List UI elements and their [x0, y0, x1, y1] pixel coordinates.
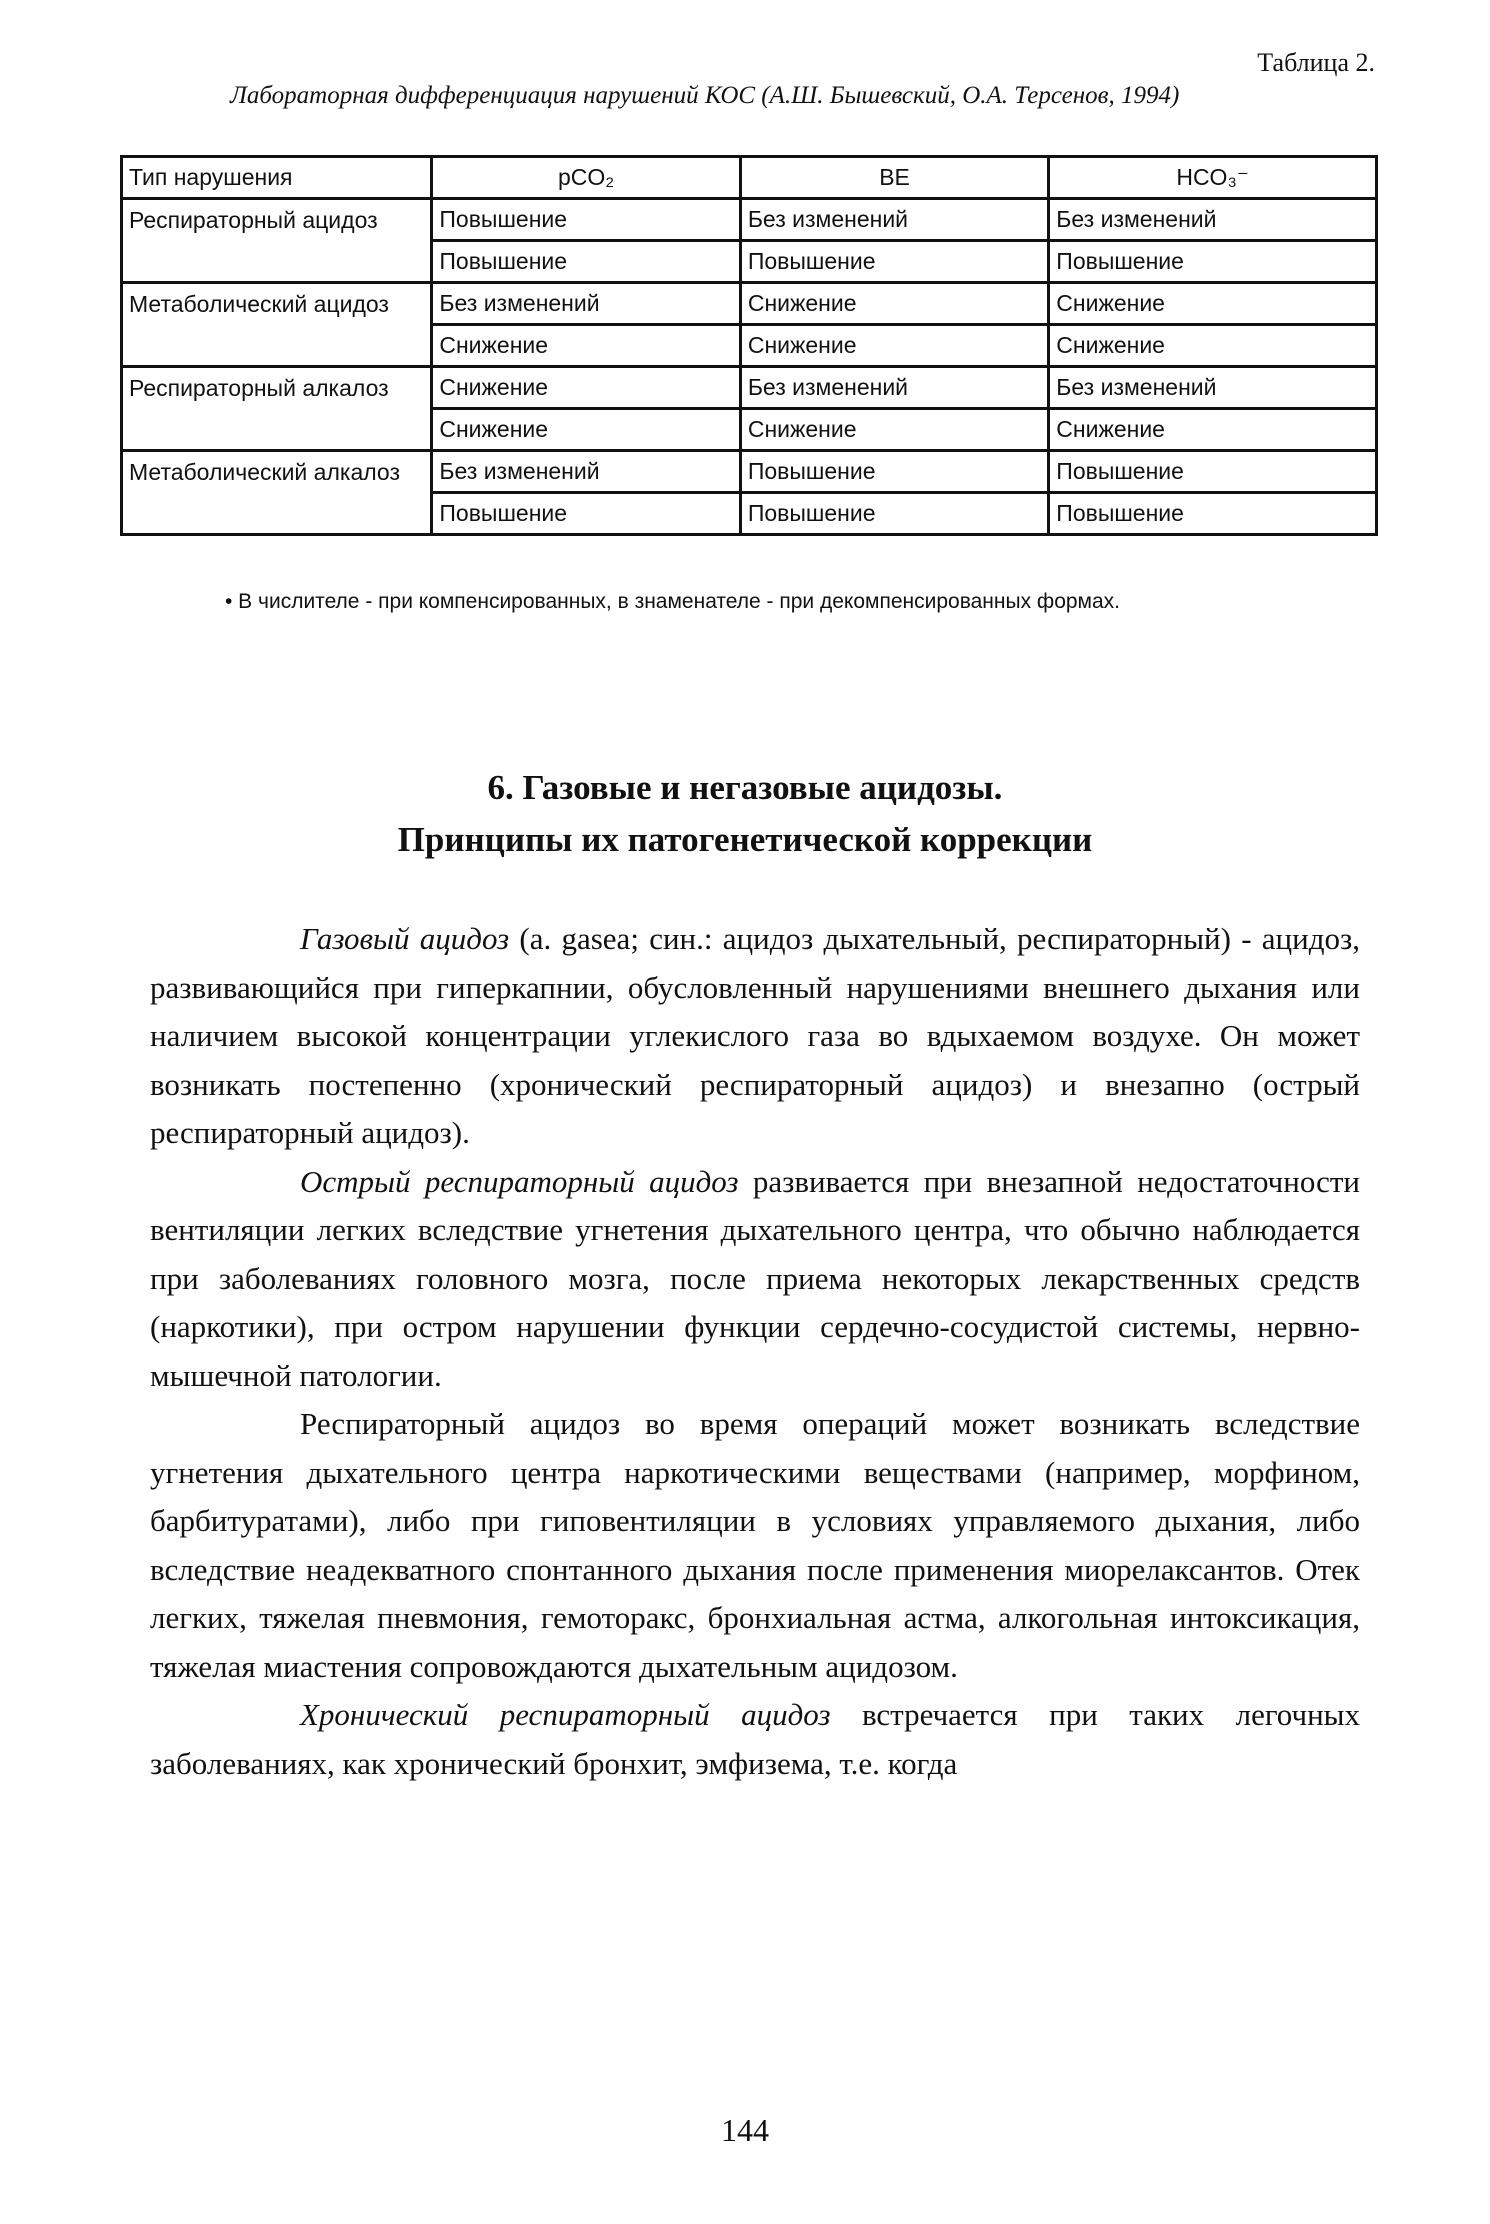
- table-cell: Снижение: [1049, 283, 1377, 325]
- table-cell: Снижение: [432, 409, 740, 451]
- kos-table: [120, 155, 1378, 536]
- row-type-label: Метаболический ацидоз: [122, 283, 432, 367]
- paragraph-lead-term: Газовый ацидоз: [300, 921, 510, 956]
- table-cell: Повышение: [740, 451, 1048, 493]
- table-row: [122, 367, 1377, 409]
- paragraph: [150, 1400, 1360, 1691]
- header-pco2: pCO₂: [432, 157, 740, 199]
- paragraph: [150, 1691, 1360, 1788]
- table-cell: Без изменений: [740, 199, 1048, 241]
- table-cell: Снижение: [1049, 325, 1377, 367]
- paragraph: [150, 1158, 1360, 1401]
- table-cell: Повышение: [432, 493, 740, 535]
- body-text: [150, 915, 1360, 1788]
- table-cell: Повышение: [1049, 493, 1377, 535]
- table-cell: Повышение: [740, 241, 1048, 283]
- table-label: Таблица 2.: [1257, 48, 1375, 77]
- page-number: 144: [721, 2112, 769, 2148]
- paragraph-lead-term: Острый респираторный ацидоз: [300, 1163, 739, 1199]
- header-hco3: HCO₃⁻: [1049, 157, 1377, 199]
- paragraph-text: Респираторный ацидоз во время операций может возникать вследствие угнетения дыхательного центра наркотическими веществами (например, морфином, барбитуратами), либо при гиповентиляции в условиях управляемого дыхания, либо вследствие неадекватного спонтанного дыхания после применения миорелаксантов. Отек легких, тяжелая пневмония, гемоторакс, бронхиальная астма, алкогольная интоксикация, тяжелая миастения сопровождаются дыхательным ацидозом.: [150, 1406, 1360, 1684]
- table-cell: Снижение: [740, 325, 1048, 367]
- table-cell: Повышение: [432, 199, 740, 241]
- header-type: Тип нарушения: [122, 157, 432, 199]
- table-cell: Снижение: [1049, 409, 1377, 451]
- section-heading: [0, 762, 1490, 866]
- table-cell: Снижение: [740, 283, 1048, 325]
- table-cell: Снижение: [740, 409, 1048, 451]
- table-footnote: • В числителе - при компенсированных, в знаменателе - при декомпенсированных формах.: [225, 590, 1121, 613]
- paragraph: [150, 915, 1360, 1158]
- table-caption: Лабораторная дифференциация нарушений КОС (А.Ш. Бышевский, О.А. Терсенов, 1994): [230, 82, 1180, 109]
- table-cell: Снижение: [432, 367, 740, 409]
- section-heading-line: 6. Газовые и негазовые ацидозы.: [487, 768, 1003, 807]
- row-type-label: Респираторный ацидоз: [122, 199, 432, 283]
- table-cell: Без изменений: [1049, 367, 1377, 409]
- table-cell: Без изменений: [432, 451, 740, 493]
- table-cell: Без изменений: [432, 283, 740, 325]
- table-cell: Повышение: [1049, 451, 1377, 493]
- paragraph-text: развивается при внезапной недостаточности вентиляции легких вследствие угнетения дыхательного центра, что обычно наблюдается при заболеваниях головного мозга, после приема некоторых лекарственных средств (наркотики), при остром нарушении функции сердечно-сосудистой системы, нервно-мышечной патологии.: [150, 1163, 1360, 1393]
- table-cell: Повышение: [432, 241, 740, 283]
- table-cell: Снижение: [432, 325, 740, 367]
- paragraph-lead-term: Хронический респираторный ацидоз: [300, 1697, 831, 1732]
- table-row: [122, 451, 1377, 493]
- table-cell: Без изменений: [1049, 199, 1377, 241]
- table-row: [122, 199, 1377, 241]
- paragraph-text: (a. gasea; син.: ацидоз дыхательный, респираторный) - ацидоз, развивающийся при гиперкапнии, обусловленный нарушениями внешнего дыхания или наличием высокой концентрации углекислого газа во вдыхаемом воздухе. Он может возникать постепенно (хронический респираторный ацидоз) и внезапно (острый респираторный ацидоз).: [150, 921, 1360, 1150]
- table-cell: Повышение: [740, 493, 1048, 535]
- paragraph-text: встречается при таких легочных заболеваниях, как хронический бронхит, эмфизема, т.е. когда: [150, 1697, 1361, 1781]
- table-cell: Без изменений: [740, 367, 1048, 409]
- header-be: BE: [740, 157, 1048, 199]
- table-header-row: [122, 157, 1377, 199]
- row-type-label: Респираторный алкалоз: [122, 367, 432, 451]
- row-type-label: Метаболический алкалоз: [122, 451, 432, 535]
- table-cell: Повышение: [1049, 241, 1377, 283]
- section-heading-line: Принципы их патогенетической коррекции: [397, 820, 1093, 859]
- table-row: [122, 283, 1377, 325]
